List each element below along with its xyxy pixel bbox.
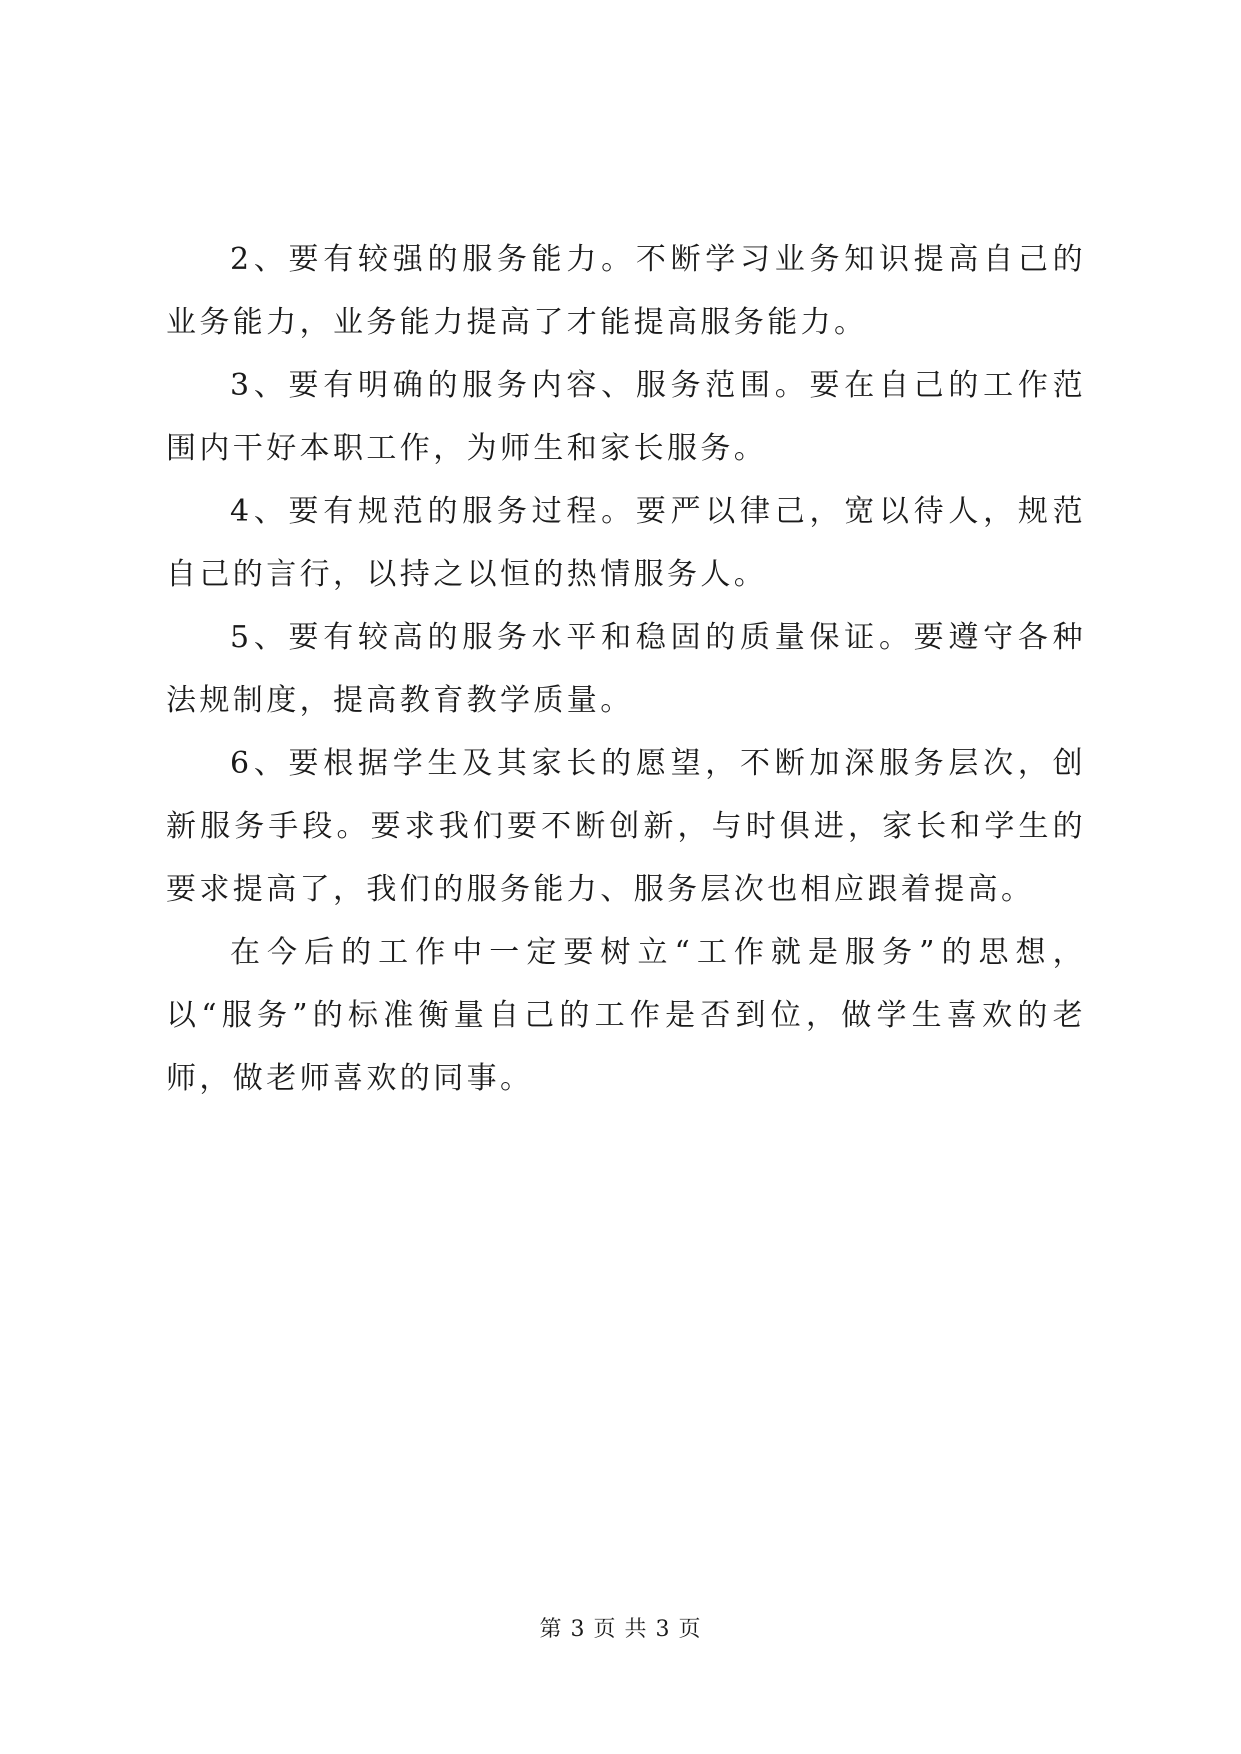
document-body — [166, 228, 1086, 1110]
closing-paragraph: 在今后的工作中一定要树立“工作就是服务”的思想，以“服务”的标准衡量自己的工作是否到位，做学生喜欢的老师，做老师喜欢的同事。 — [166, 935, 1086, 1096]
paragraph-item-4: 4、要有规范的服务过程。要严以律己，宽以待人，规范自己的言行，以持之以恒的热情服务人。 — [166, 494, 1086, 592]
page-number-label: 第 3 页 共 3 页 — [539, 1617, 702, 1642]
paragraph-item-2: 2、要有较强的服务能力。不断学习业务知识提高自己的业务能力，业务能力提高了才能提高服务能力。 — [166, 242, 1086, 340]
page-footer — [0, 1612, 1241, 1643]
paragraph-item-6: 6、要根据学生及其家长的愿望，不断加深服务层次，创新服务手段。要求我们要不断创新，与时俱进，家长和学生的要求提高了，我们的服务能力、服务层次也相应跟着提高。 — [166, 746, 1086, 907]
paragraph-item-5: 5、要有较高的服务水平和稳固的质量保证。要遵守各种法规制度，提高教育教学质量。 — [166, 620, 1086, 718]
paragraph-item-3: 3、要有明确的服务内容、服务范围。要在自己的工作范围内干好本职工作，为师生和家长服务。 — [166, 368, 1086, 466]
